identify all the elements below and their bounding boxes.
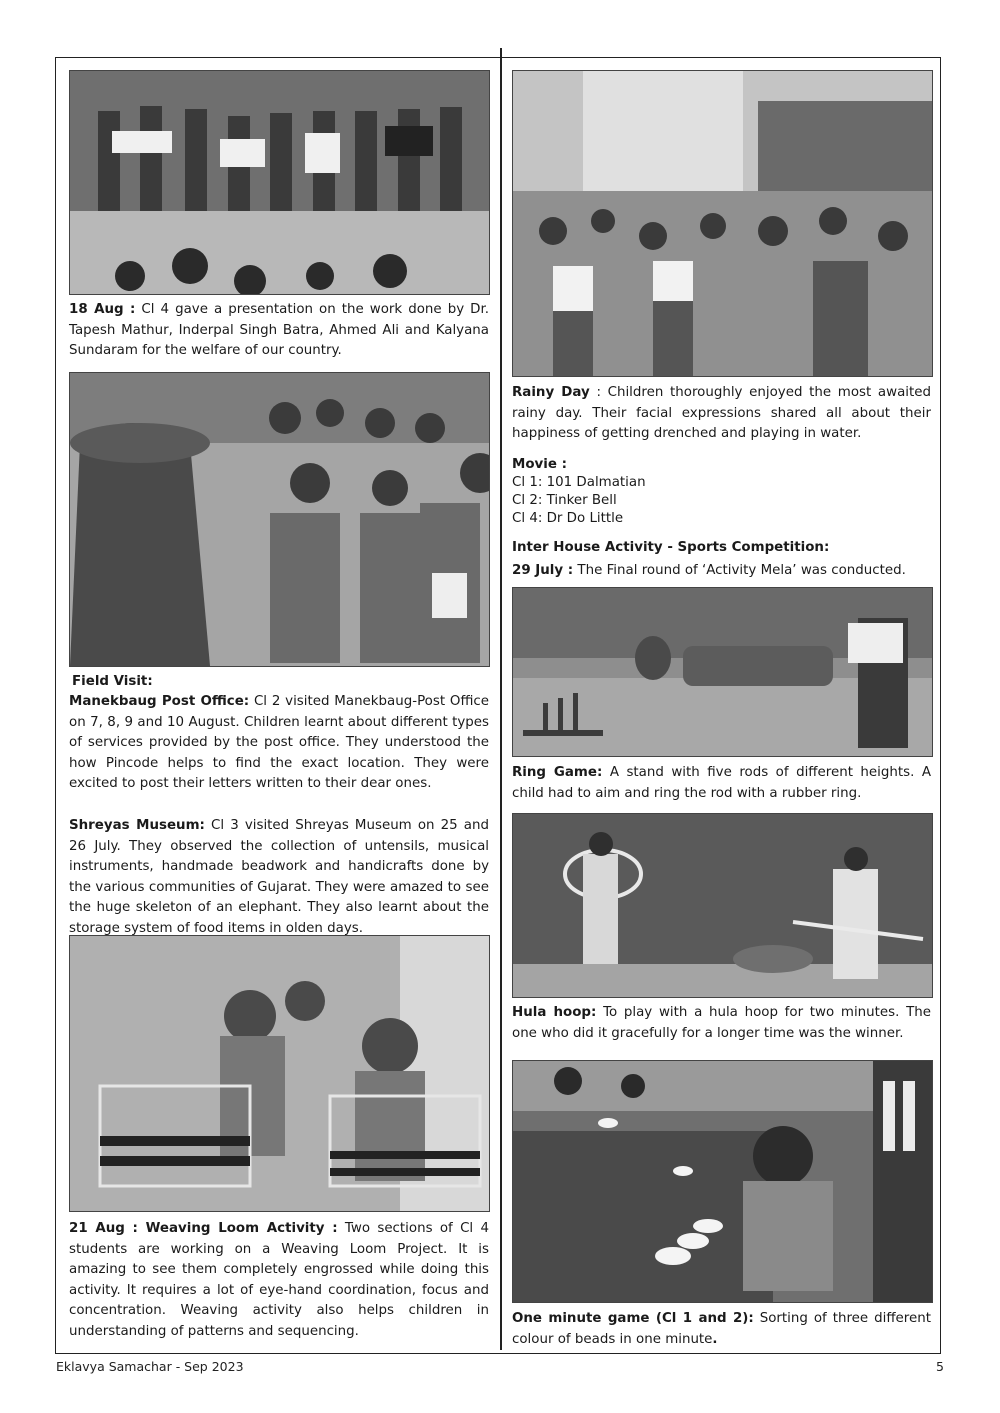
ring-game-caption: Ring Game: A stand with five rods of different heights. A child had to aim and ring the rod with a rubber ring.	[512, 765, 931, 801]
one-minute-caption: One minute game (Cl 1 and 2): Sorting of three different colour of beads in one minute.	[512, 1311, 931, 1347]
presentation-caption	[69, 300, 489, 362]
museum-paragraph	[69, 816, 489, 939]
hula-hoop-title: Hula hoop:	[512, 1005, 597, 1020]
ring-game-title: Ring Game:	[512, 765, 603, 780]
field-visit-heading: Field Visit:	[72, 674, 153, 689]
museum-title: Shreyas Museum:	[69, 818, 205, 833]
photo-ring-game	[512, 587, 933, 757]
presentation-text: Cl 4 gave a presentation on the work done by Dr. Tapesh Mathur, Inderpal Singh Batra, Ahmed Ali and Kalyana Sundaram for the welfare of our country.	[69, 302, 490, 358]
presentation-date: 18 Aug :	[69, 302, 136, 317]
movie-heading: Movie :	[512, 457, 567, 472]
movie-item: Cl 1: 101 Dalmatian	[512, 475, 646, 490]
rainy-day-title: Rainy Day	[512, 385, 590, 400]
weaving-caption	[69, 1219, 489, 1342]
museum-text: Cl 3 visited Shreyas Museum on 25 and 26 July. They observed the collection of untensils, musical instruments, handmade beadwork and handicrafts done by the various communities of Gujarat. They were amazed to see the huge skeleton of an elephant. They also learnt about the storage system of food items in olden days.	[69, 818, 489, 936]
movie-section	[512, 456, 931, 528]
post-office-title: Manekbaug Post Office:	[69, 694, 250, 709]
page-number: 5	[936, 1359, 944, 1374]
inter-house-date: 29 July :	[512, 563, 574, 578]
rainy-day-caption	[512, 383, 931, 445]
photo-class4-presentation	[69, 70, 490, 295]
hula-hoop-caption: Hula hoop: To play with a hula hoop for two minutes. The one who did it gracefully for a longer time was the winner.	[512, 1005, 931, 1041]
photo-post-office-visit	[69, 372, 490, 667]
weaving-title: 21 Aug : Weaving Loom Activity :	[69, 1221, 338, 1236]
movie-item: Cl 4: Dr Do Little	[512, 511, 624, 526]
movie-item: Cl 2: Tinker Bell	[512, 493, 617, 508]
one-minute-title: One minute game (Cl 1 and 2):	[512, 1311, 754, 1326]
photo-hula-hoop	[512, 813, 933, 998]
rainy-day-text: : Children thoroughly enjoyed the most awaited rainy day. Their facial expressions shared all about their happiness of getting drenched and playing in water.	[512, 385, 931, 441]
photo-weaving-loom	[69, 935, 490, 1212]
post-office-paragraph	[69, 692, 489, 795]
photo-one-minute-game	[512, 1060, 933, 1303]
column-divider	[500, 48, 502, 1350]
inter-house-heading: Inter House Activity - Sports Competition:	[512, 540, 830, 555]
photo-rainy-day	[512, 70, 933, 377]
weaving-text: Two sections of Cl 4 students are working on a Weaving Loom Project. It is amazing to see them completely engrossed while doing this activity. It requires a lot of eye-hand coordination, focus and concentration. Weaving activity also helps children in understanding of patterns and sequencing.	[69, 1221, 489, 1339]
inter-house-text: 29 July : The Final round of ‘Activity Mela’ was conducted.	[512, 563, 906, 578]
post-office-text: Cl 2 visited Manekbaug-Post Office on 7, 8, 9 and 10 August. Children learnt about different types of services provided by the post office. They understood the how Pincode helps to find the exact location. They were excited to post their letters written to their dear ones.	[69, 694, 489, 791]
footer-publication: Eklavya Samachar - Sep 2023	[56, 1359, 244, 1374]
